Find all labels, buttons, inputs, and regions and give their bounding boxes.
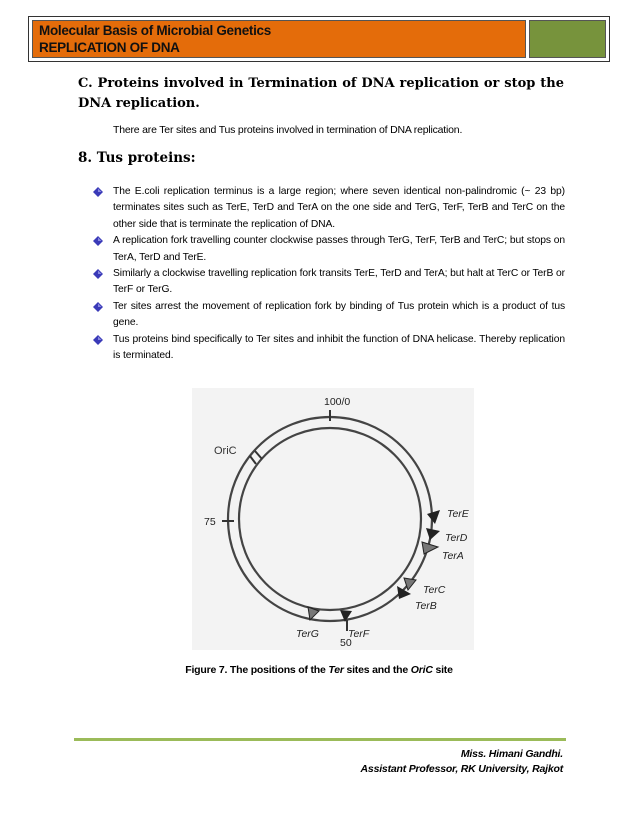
left-label: 75 [204, 516, 216, 528]
list-item [93, 299, 565, 332]
footer-author-name: Miss. Himani Gandhi. [460, 748, 563, 760]
list-item [93, 233, 565, 266]
terc-label: TerC [423, 584, 446, 596]
header-subject: Molecular Basis of Microbial Genetics [39, 23, 271, 38]
bullet-text: Ter sites arrest the movement of replication fork by binding of Tus protein which is a product of tus gene. [113, 300, 565, 329]
bullet-text: A replication fork travelling counter clockwise passes through TerG, TerF, TerB and TerC; but stops on TerA, TerD and TerE. [113, 235, 565, 263]
terd-label: TerD [445, 532, 468, 544]
section-c-heading: C. Proteins involved in Termination of DNA replication or stop the DNA replication. [78, 76, 564, 111]
terg-label: TerG [296, 628, 319, 640]
footer-divider [74, 738, 566, 741]
diamond-bullet-icon [93, 236, 103, 246]
inner-strand-circle [239, 428, 421, 610]
caption-prefix: Figure 7. The positions of the [185, 664, 329, 676]
caption-mid: sites and the [343, 664, 411, 676]
section-c-intro: There are Ter sites and Tus proteins involved in termination of DNA replication. [113, 124, 463, 136]
caption-ter: Ter [328, 664, 344, 676]
bottom-label: 50 [340, 637, 352, 649]
diamond-bullet-icon [93, 187, 103, 197]
header-topic: REPLICATION OF DNA [39, 40, 180, 55]
list-item [93, 332, 565, 365]
circular-chromosome-diagram [192, 388, 474, 650]
oric-mark-b [250, 456, 256, 464]
caption-oric: OriC [410, 664, 433, 676]
oric-label: OriC [214, 445, 237, 457]
tere-site-icon [427, 510, 440, 524]
terb-label: TerB [415, 600, 437, 612]
footer-author-role: Assistant Professor, RK University, Rajkot [360, 763, 563, 775]
top-label: 100/0 [324, 396, 351, 408]
page-header [28, 16, 610, 62]
list-item [93, 266, 565, 299]
diamond-bullet-icon [93, 269, 103, 279]
figure-caption [0, 664, 638, 676]
ter-sites-figure [192, 388, 474, 650]
tera-label: TerA [442, 550, 464, 562]
header-title-bar [32, 20, 526, 58]
diamond-bullet-icon [93, 335, 103, 345]
bullet-text: The E.coli replication terminus is a large region; where seven identical non-palindromic (~ 23 bp) terminates sites such as TerE, TerD and TerA on the one side and TerG, TerF, TerB and TerC on the other side that is terminate the replication of DNA. [113, 186, 565, 230]
section-8-heading: 8. Tus proteins: [78, 150, 196, 166]
oric-mark-a [255, 451, 262, 459]
bullet-text: Tus proteins bind specifically to Ter sites and inhibit the function of DNA helicase. Thereby replication is terminated. [113, 333, 565, 362]
tus-protein-bullet-list [93, 184, 565, 364]
caption-suffix: site [432, 664, 453, 676]
header-accent-block [529, 20, 606, 58]
bullet-text: Similarly a clockwise travelling replication fork transits TerE, TerD and TerA; but halt at TerC or TerB or TerF or TerG. [113, 268, 565, 296]
diamond-bullet-icon [93, 302, 103, 312]
terd-site-icon [426, 528, 440, 540]
tere-label: TerE [447, 508, 469, 520]
list-item [93, 184, 565, 233]
terf-label: TerF [348, 628, 370, 640]
